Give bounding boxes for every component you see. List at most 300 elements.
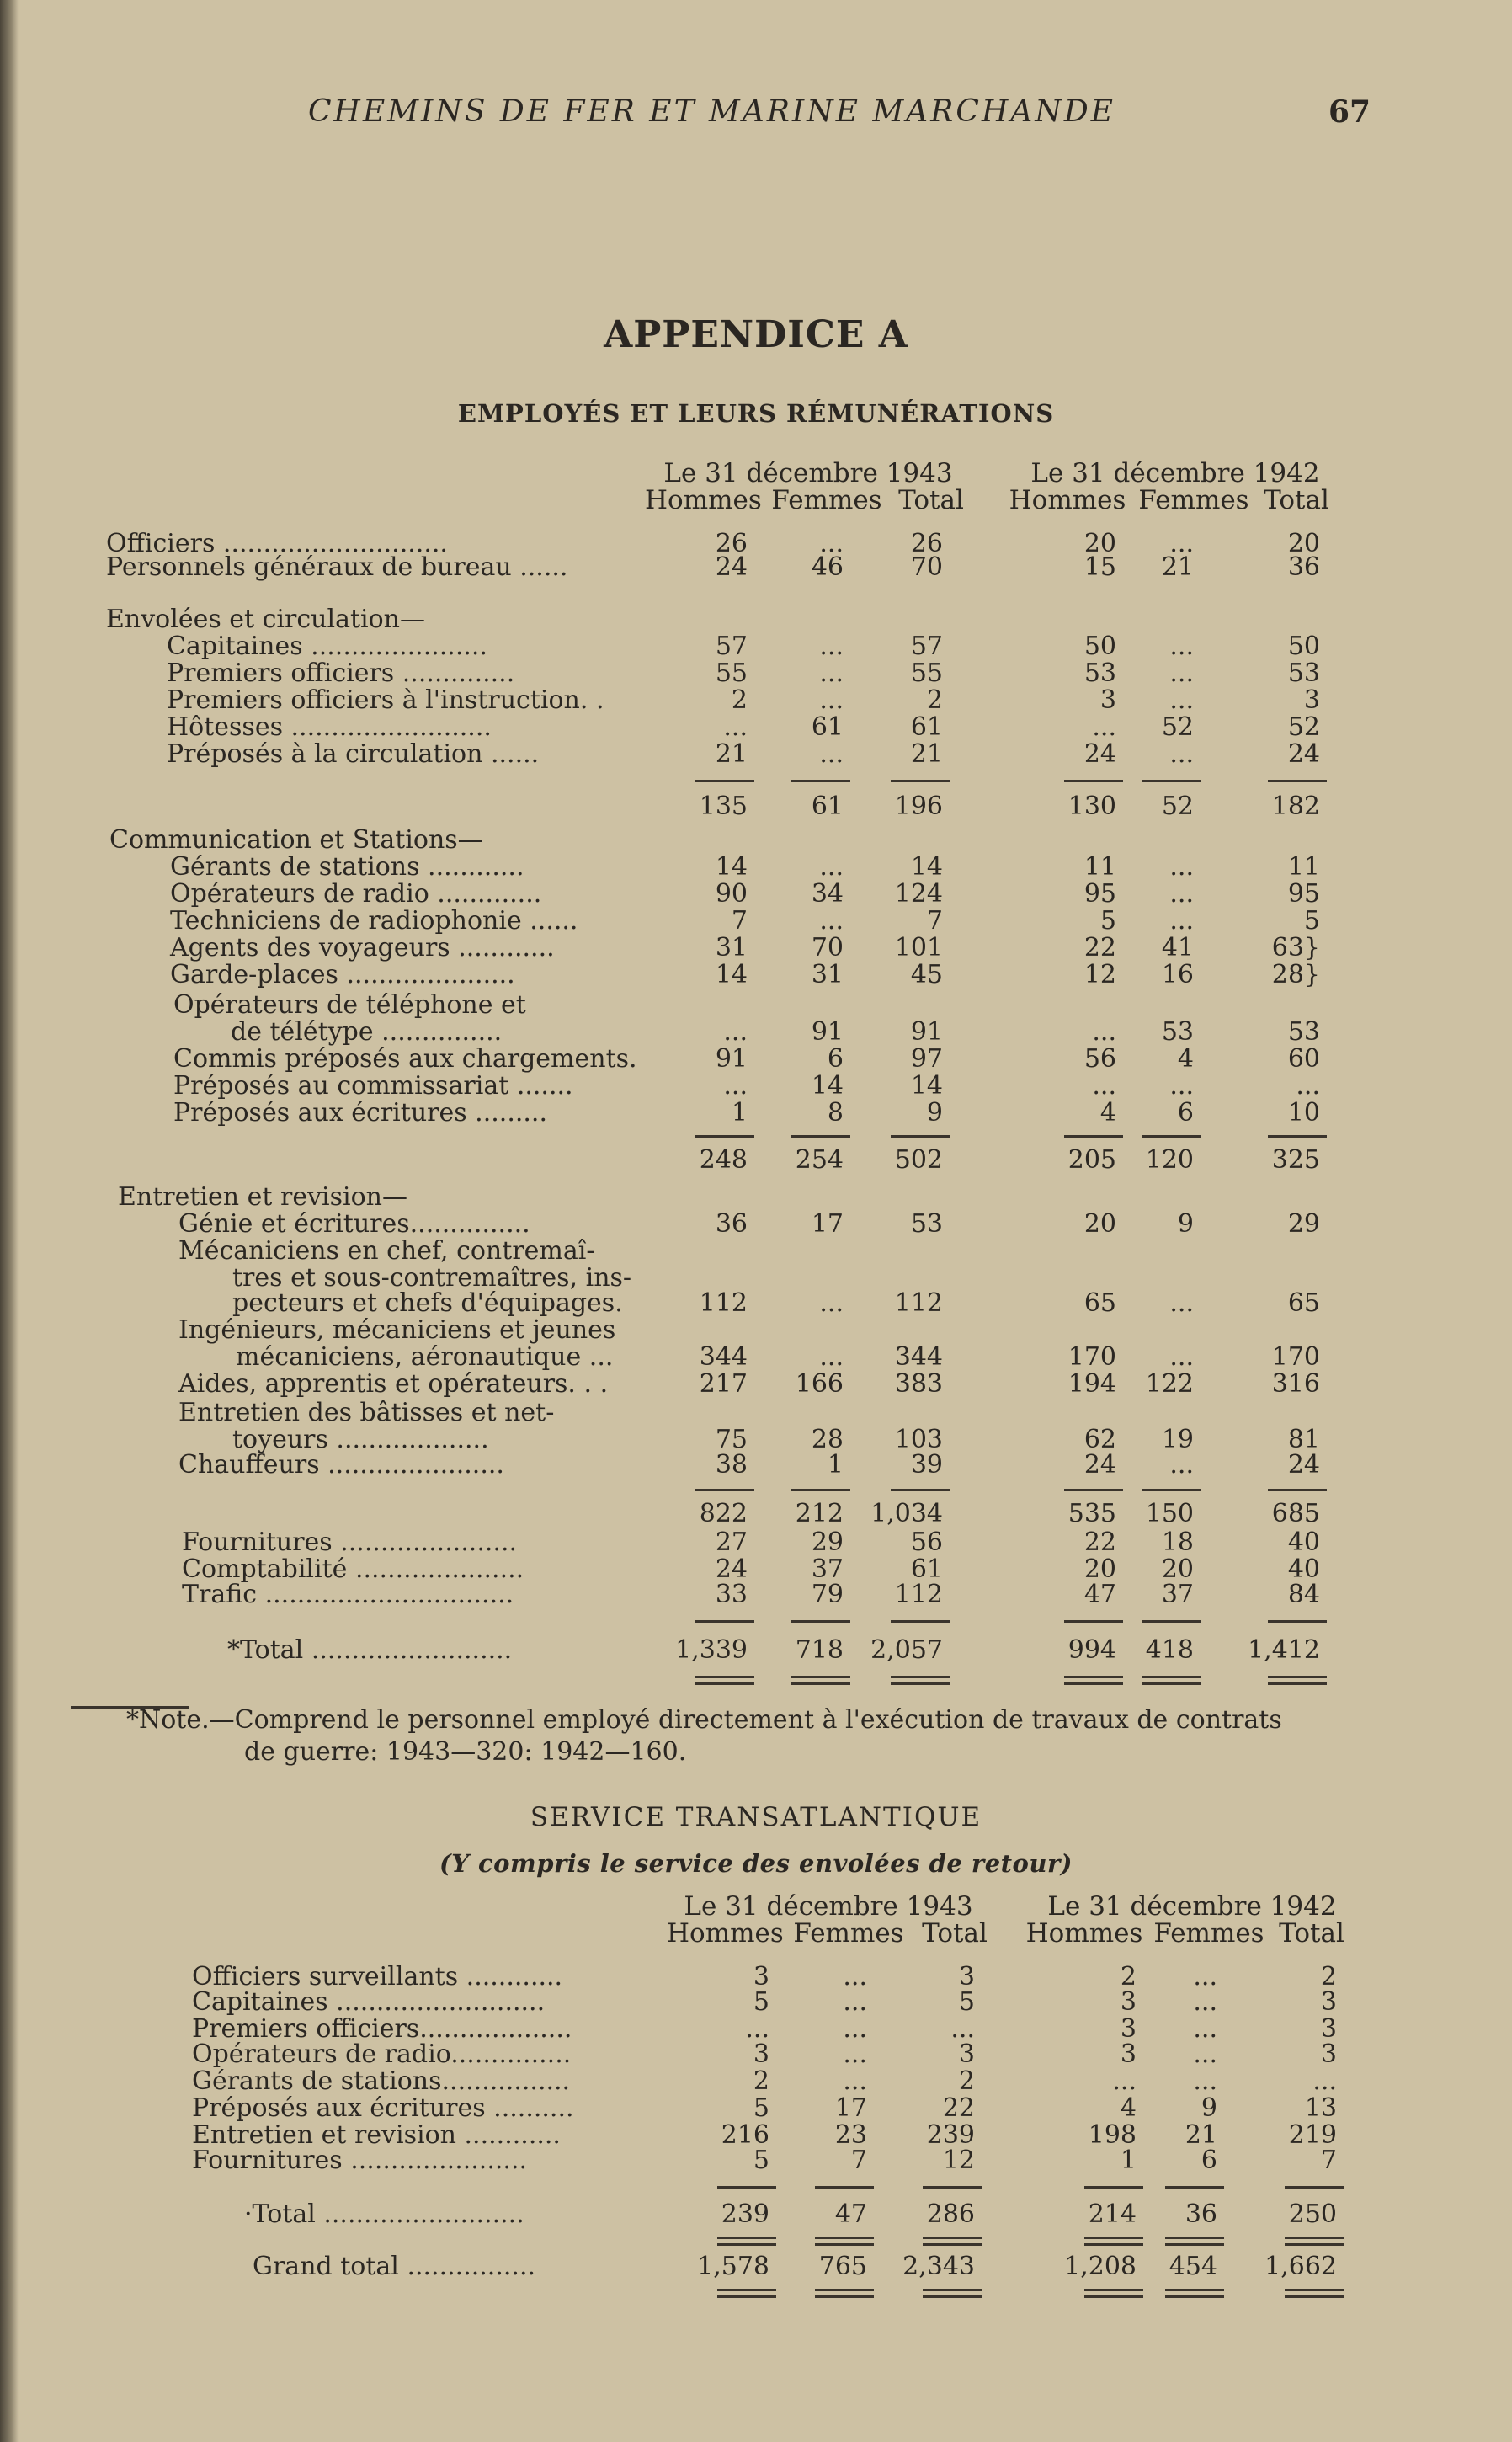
cell-value: 3 — [753, 1962, 769, 1991]
cell-value: 24 — [1083, 1450, 1116, 1480]
cell-value: ... — [819, 739, 844, 769]
footnote-line-2: de guerre: 1943—320: 1942—160. — [244, 1737, 687, 1767]
cell-value: ... — [1169, 879, 1194, 909]
cell-value: 53 — [1287, 658, 1320, 688]
header-total-1942: Total — [1264, 485, 1329, 515]
cell-value: ... — [950, 2014, 975, 2044]
row-label: *Total ......................... — [227, 1635, 513, 1665]
cell-value: 6 — [827, 1044, 844, 1074]
cell-value: 1,034 — [870, 1499, 943, 1528]
subtotal-rule — [1268, 1489, 1327, 1491]
header-hommes-1942: Hommes — [1009, 485, 1126, 515]
cell-value: 2 — [753, 2066, 769, 2096]
cell-value: 47 — [1083, 1580, 1116, 1609]
cell-value: 7 — [731, 906, 748, 936]
total-double-rule — [717, 2237, 776, 2246]
cell-value: 24 — [715, 1554, 748, 1584]
cell-value: 383 — [894, 1369, 943, 1399]
cell-value: 91 — [811, 1017, 844, 1047]
cell-value: 70 — [811, 933, 844, 962]
cell-value: 2 — [1320, 1962, 1337, 1991]
cell-value: 14 — [715, 960, 748, 989]
footnote — [126, 1704, 1398, 1768]
cell-value: 47 — [834, 2199, 867, 2229]
cell-value: 325 — [1271, 1145, 1320, 1175]
cell-value: 1,208 — [1064, 2252, 1137, 2281]
cell-value: 13 — [1304, 2093, 1337, 2123]
cell-value: 26 — [715, 529, 748, 558]
cell-value: 36 — [715, 1209, 748, 1239]
cell-value: 14 — [811, 1071, 844, 1101]
cell-value: 418 — [1145, 1635, 1194, 1665]
cell-value: ... — [1193, 1962, 1217, 1991]
cell-value: 75 — [715, 1425, 748, 1454]
total-double-rule — [1142, 1676, 1201, 1685]
cell-value: 91 — [910, 1017, 943, 1047]
cell-value: 718 — [795, 1635, 844, 1665]
cell-value: 55 — [910, 658, 943, 688]
cell-value: ... — [819, 852, 844, 882]
cell-value: 316 — [1271, 1369, 1320, 1399]
row-label: Trafic ............................... — [182, 1580, 514, 1609]
total-double-rule — [1285, 2289, 1344, 2298]
row-label: Génie et écritures............... — [178, 1209, 530, 1239]
cell-value: 24 — [1287, 1450, 1320, 1480]
cell-value: 41 — [1161, 933, 1194, 962]
header-femmes-1942: Femmes — [1138, 485, 1249, 515]
cell-value: 14 — [715, 852, 748, 882]
cell-value: ... — [1193, 1987, 1217, 2017]
cell-value: 10 — [1287, 1098, 1320, 1128]
cell-value: 40 — [1287, 1554, 1320, 1584]
cell-value: 2,343 — [902, 2252, 975, 2281]
cell-value: 3 — [753, 2039, 769, 2069]
cell-value: ... — [1169, 852, 1194, 882]
cell-value: 5 — [753, 1987, 769, 2017]
cell-value: 3 — [1099, 685, 1116, 715]
cell-value: 101 — [894, 933, 943, 962]
cell-value: 822 — [699, 1499, 748, 1528]
cell-value: 765 — [818, 2252, 867, 2281]
service-header-total-1942: Total — [1279, 1918, 1344, 1949]
cell-value: 7 — [1320, 2146, 1337, 2175]
cell-value: 2 — [958, 2066, 975, 2096]
cell-value: 685 — [1271, 1499, 1320, 1528]
cell-value: 3 — [1303, 685, 1320, 715]
cell-value: 120 — [1145, 1145, 1194, 1175]
cell-value: 239 — [926, 2120, 975, 2150]
cell-value: 33 — [715, 1580, 748, 1609]
section-title: EMPLOYÉS ET LEURS RÉMUNÉRATIONS — [457, 399, 1055, 428]
row-label: Premiers officiers .............. — [167, 658, 515, 688]
cell-value: 1 — [731, 1098, 748, 1128]
page-number: 67 — [1328, 94, 1371, 130]
cell-value: 27 — [715, 1528, 748, 1557]
cell-value: 248 — [699, 1145, 748, 1175]
cell-value: 12 — [1083, 960, 1116, 989]
subtotal-rule — [1064, 1489, 1123, 1491]
cell-value: ... — [819, 685, 844, 715]
row-label: Commis préposés aux chargements. — [173, 1044, 637, 1074]
total-double-rule — [695, 1676, 754, 1685]
cell-value: 36 — [1287, 552, 1320, 582]
subtotal-rule — [891, 1489, 950, 1491]
service-header-hommes-1943: Hommes — [667, 1918, 784, 1949]
cell-value: 53 — [910, 1209, 943, 1239]
cell-value: 84 — [1287, 1580, 1320, 1609]
cell-value: 214 — [1088, 2199, 1137, 2229]
cell-value: 17 — [834, 2093, 867, 2123]
subtotal-rule — [1142, 1620, 1201, 1623]
cell-value: 29 — [811, 1528, 844, 1557]
cell-value: 17 — [811, 1209, 844, 1239]
cell-value: 11 — [1083, 852, 1116, 882]
row-label: Mécaniciens en chef, contremaî- — [178, 1236, 595, 1266]
row-label: toyeurs ................... — [232, 1425, 489, 1454]
cell-value: 79 — [811, 1580, 844, 1609]
cell-value: 2,057 — [870, 1635, 943, 1665]
cell-value: 57 — [715, 632, 748, 661]
cell-value: 22 — [1083, 933, 1116, 962]
cell-value: 63} — [1271, 933, 1320, 962]
cell-value: 5 — [1099, 906, 1116, 936]
cell-value: 61 — [811, 712, 844, 742]
service-header-hommes-1942: Hommes — [1025, 1918, 1143, 1949]
row-label: Officiers surveillants ............ — [192, 1962, 563, 1991]
appendix-title: APPENDICE A — [604, 313, 908, 356]
cell-value: ... — [819, 1288, 844, 1318]
total-double-rule — [815, 2289, 874, 2298]
subtotal-rule — [791, 780, 850, 782]
cell-value: ... — [843, 2014, 867, 2044]
cell-value: 170 — [1067, 1342, 1116, 1372]
total-double-rule — [1165, 2237, 1224, 2246]
cell-value: 150 — [1145, 1499, 1194, 1528]
cell-value: 112 — [894, 1288, 943, 1318]
subtotal-rule — [1064, 1620, 1123, 1623]
row-label: Entretien et revision ............ — [192, 2120, 561, 2150]
cell-value: 31 — [715, 933, 748, 962]
cell-value: 16 — [1161, 960, 1194, 989]
cell-value: 20 — [1083, 1554, 1116, 1584]
cell-value: 2 — [1120, 1962, 1137, 1991]
cell-value: 112 — [699, 1288, 748, 1318]
subtotal-rule — [891, 780, 950, 782]
row-label: pecteurs et chefs d'équipages. — [232, 1288, 623, 1318]
cell-value: 254 — [795, 1145, 844, 1175]
header-year-1943: Le 31 décembre 1943 — [663, 458, 953, 488]
cell-value: 1,578 — [697, 2252, 769, 2281]
service-header-year-1943: Le 31 décembre 1943 — [684, 1891, 973, 1922]
subtotal-rule — [1142, 1489, 1201, 1491]
cell-value: 9 — [1177, 1209, 1194, 1239]
row-label: Opérateurs de téléphone et — [173, 990, 526, 1020]
cell-value: ... — [1112, 2066, 1137, 2096]
cell-value: ... — [723, 1017, 748, 1047]
cell-value: 344 — [699, 1342, 748, 1372]
row-label: Opérateurs de radio ............. — [170, 879, 542, 909]
cell-value: 39 — [910, 1450, 943, 1480]
row-label: Préposés à la circulation ...... — [167, 739, 540, 769]
cell-value: 7 — [926, 906, 943, 936]
cell-value: 56 — [1083, 1044, 1116, 1074]
cell-value: 4 — [1099, 1098, 1116, 1128]
cell-value: ... — [1169, 632, 1194, 661]
total-double-rule — [815, 2237, 874, 2246]
cell-value: 12 — [942, 2146, 975, 2175]
cell-value: 216 — [721, 2120, 769, 2150]
cell-value: 1,662 — [1264, 2252, 1337, 2281]
cell-value: 166 — [795, 1369, 844, 1399]
cell-value: 20 — [1083, 529, 1116, 558]
cell-value: 14 — [910, 852, 943, 882]
cell-value: ... — [843, 2066, 867, 2096]
row-label: mécaniciens, aéronautique ... — [236, 1342, 614, 1372]
cell-value: 24 — [1083, 739, 1116, 769]
row-label: ·Total ......................... — [244, 2199, 524, 2229]
cell-value: 56 — [910, 1528, 943, 1557]
cell-value: 70 — [910, 552, 943, 582]
cell-value: 21 — [715, 739, 748, 769]
footnote-line-1: *Note.—Comprend le personnel employé directement à l'exécution de travaux de contrats — [126, 1705, 1282, 1735]
cell-value: 21 — [1161, 552, 1194, 582]
subtotal-rule — [891, 1620, 950, 1623]
cell-value: ... — [1312, 2066, 1337, 2096]
cell-value: 53 — [1083, 658, 1116, 688]
cell-value: 18 — [1161, 1528, 1194, 1557]
total-double-rule — [717, 2289, 776, 2298]
cell-value: 61 — [811, 792, 844, 821]
cell-value: 4 — [1120, 2093, 1137, 2123]
cell-value: 5 — [753, 2093, 769, 2123]
row-label: Fournitures ...................... — [192, 2146, 528, 2175]
subtotal-rule — [695, 1620, 754, 1623]
row-label: Officiers ............................ — [106, 529, 448, 558]
cell-value: 50 — [1287, 632, 1320, 661]
row-label: Chauffeurs ...................... — [178, 1450, 504, 1480]
cell-value: ... — [1169, 739, 1194, 769]
cell-value: 91 — [715, 1044, 748, 1074]
cell-value: 20 — [1287, 529, 1320, 558]
cell-value: 95 — [1287, 879, 1320, 909]
cell-value: 122 — [1145, 1369, 1194, 1399]
subtotal-rule — [1064, 780, 1123, 782]
cell-value: 5 — [1303, 906, 1320, 936]
cell-value: 31 — [811, 960, 844, 989]
header-total-1943: Total — [898, 485, 964, 515]
cell-value: 212 — [795, 1499, 844, 1528]
cell-value: 81 — [1287, 1425, 1320, 1454]
cell-value: ... — [1193, 2014, 1217, 2044]
cell-value: 95 — [1083, 879, 1116, 909]
cell-value: 15 — [1083, 552, 1116, 582]
subtotal-rule — [695, 1135, 754, 1138]
cell-value: 3 — [958, 1962, 975, 1991]
cell-value: 45 — [910, 960, 943, 989]
cell-value: ... — [1296, 1071, 1320, 1101]
cell-value: 11 — [1287, 852, 1320, 882]
row-label: Envolées et circulation— — [106, 605, 425, 634]
total-double-rule — [1285, 2237, 1344, 2246]
cell-value: 239 — [721, 2199, 769, 2229]
subtotal-rule — [791, 1489, 850, 1491]
total-double-rule — [923, 2237, 982, 2246]
cell-value: 9 — [1201, 2093, 1217, 2123]
row-label: Préposés aux écritures .......... — [192, 2093, 574, 2123]
row-label: Ingénieurs, mécaniciens et jeunes — [178, 1315, 616, 1345]
cell-value: 60 — [1287, 1044, 1320, 1074]
subtotal-rule — [1268, 1135, 1327, 1138]
subtotal-rule — [923, 2186, 982, 2189]
cell-value: 5 — [753, 2146, 769, 2175]
cell-value: ... — [723, 1071, 748, 1101]
cell-value: 21 — [910, 739, 943, 769]
header-femmes-1943: Femmes — [771, 485, 882, 515]
cell-value: 65 — [1287, 1288, 1320, 1318]
cell-value: 182 — [1271, 792, 1320, 821]
row-label: Agents des voyageurs ............ — [170, 933, 555, 962]
cell-value: 36 — [1185, 2199, 1217, 2229]
cell-value: 40 — [1287, 1528, 1320, 1557]
row-label: Premiers officiers................... — [192, 2014, 572, 2044]
cell-value: 3 — [1120, 1987, 1137, 2017]
cell-value: ... — [1193, 2039, 1217, 2069]
cell-value: 994 — [1067, 1635, 1116, 1665]
subtotal-rule — [695, 1489, 754, 1491]
cell-value: 7 — [850, 2146, 867, 2175]
cell-value: 6 — [1177, 1098, 1194, 1128]
subtotal-rule — [1268, 780, 1327, 782]
cell-value: ... — [723, 712, 748, 742]
cell-value: 29 — [1287, 1209, 1320, 1239]
subtotal-rule — [815, 2186, 874, 2189]
service-title: SERVICE TRANSATLANTIQUE — [530, 1802, 982, 1832]
cell-value: 37 — [1161, 1580, 1194, 1609]
row-label: Aides, apprentis et opérateurs. . . — [178, 1369, 609, 1399]
cell-value: ... — [1169, 1450, 1194, 1480]
total-double-rule — [1165, 2289, 1224, 2298]
cell-value: 90 — [715, 879, 748, 909]
cell-value: 52 — [1161, 792, 1194, 821]
total-double-rule — [1084, 2289, 1143, 2298]
cell-value: ... — [843, 1987, 867, 2017]
cell-value: 130 — [1067, 792, 1116, 821]
row-label: Préposés aux écritures ......... — [173, 1098, 548, 1128]
cell-value: 21 — [1185, 2120, 1217, 2150]
subtotal-rule — [1084, 2186, 1143, 2189]
subtotal-rule — [1064, 1135, 1123, 1138]
cell-value: 5 — [958, 1987, 975, 2017]
service-header-total-1943: Total — [922, 1918, 988, 1949]
total-double-rule — [1064, 1676, 1123, 1685]
cell-value: 53 — [1287, 1017, 1320, 1047]
cell-value: 50 — [1083, 632, 1116, 661]
cell-value: ... — [1169, 685, 1194, 715]
cell-value: 1 — [1120, 2146, 1137, 2175]
service-header-femmes-1942: Femmes — [1153, 1918, 1264, 1949]
cell-value: 250 — [1288, 2199, 1337, 2229]
row-label: Premiers officiers à l'instruction. . — [167, 685, 604, 715]
cell-value: 1,339 — [675, 1635, 748, 1665]
cell-value: ... — [843, 2039, 867, 2069]
service-header-year-1942: Le 31 décembre 1942 — [1047, 1891, 1337, 1922]
subtotal-rule — [891, 1135, 950, 1138]
subtotal-rule — [695, 780, 754, 782]
cell-value: 97 — [910, 1044, 943, 1074]
cell-value: 3 — [1320, 1987, 1337, 2017]
cell-value: 19 — [1161, 1425, 1194, 1454]
cell-value: 57 — [910, 632, 943, 661]
cell-value: 344 — [894, 1342, 943, 1372]
total-double-rule — [1268, 1676, 1327, 1685]
cell-value: ... — [1169, 1071, 1194, 1101]
cell-value: 22 — [942, 2093, 975, 2123]
cell-value: 61 — [910, 1554, 943, 1584]
row-label: Capitaines .......................... — [192, 1987, 546, 2017]
cell-value: 52 — [1287, 712, 1320, 742]
cell-value: 3 — [1320, 2014, 1337, 2044]
cell-value: 205 — [1067, 1145, 1116, 1175]
cell-value: 46 — [811, 552, 844, 582]
subtotal-rule — [1142, 1135, 1201, 1138]
row-label: tres et sous-contremaîtres, ins- — [232, 1263, 632, 1293]
cell-value: 24 — [1287, 739, 1320, 769]
cell-value: 4 — [1177, 1044, 1194, 1074]
total-double-rule — [891, 1676, 950, 1685]
cell-value: 8 — [827, 1098, 844, 1128]
row-label: Communication et Stations— — [109, 825, 483, 855]
row-label: Hôtesses ......................... — [167, 712, 492, 742]
cell-value: 38 — [715, 1450, 748, 1480]
cell-value: ... — [1092, 1071, 1116, 1101]
service-header-femmes-1943: Femmes — [793, 1918, 904, 1949]
cell-value: ... — [843, 1962, 867, 1991]
cell-value: 55 — [715, 658, 748, 688]
cell-value: ... — [819, 1342, 844, 1372]
cell-value: 103 — [894, 1425, 943, 1454]
total-double-rule — [791, 1676, 850, 1685]
header-hommes-1943: Hommes — [645, 485, 762, 515]
row-label: Gérants de stations ............ — [170, 852, 524, 882]
cell-value: 53 — [1161, 1017, 1194, 1047]
cell-value: 2 — [731, 685, 748, 715]
row-label: Garde-places ..................... — [170, 960, 515, 989]
row-label: Comptabilité ..................... — [182, 1554, 524, 1584]
cell-value: ... — [1169, 658, 1194, 688]
row-label: Opérateurs de radio............... — [192, 2039, 572, 2069]
cell-value: 6 — [1201, 2146, 1217, 2175]
cell-value: 34 — [811, 879, 844, 909]
row-label: de télétype ............... — [231, 1017, 503, 1047]
cell-value: 2 — [926, 685, 943, 715]
cell-value: ... — [819, 906, 844, 936]
cell-value: 3 — [1320, 2039, 1337, 2069]
cell-value: 217 — [699, 1369, 748, 1399]
subtotal-rule — [717, 2186, 776, 2189]
cell-value: 535 — [1067, 1499, 1116, 1528]
cell-value: 61 — [910, 712, 943, 742]
subtotal-rule — [1165, 2186, 1224, 2189]
row-label: Capitaines ...................... — [167, 632, 487, 661]
cell-value: 454 — [1169, 2252, 1217, 2281]
cell-value: ... — [745, 2014, 769, 2044]
cell-value: 502 — [894, 1145, 943, 1175]
cell-value: 286 — [926, 2199, 975, 2229]
cell-value: ... — [819, 529, 844, 558]
subtotal-rule — [791, 1620, 850, 1623]
total-double-rule — [1084, 2237, 1143, 2246]
cell-value: ... — [819, 632, 844, 661]
